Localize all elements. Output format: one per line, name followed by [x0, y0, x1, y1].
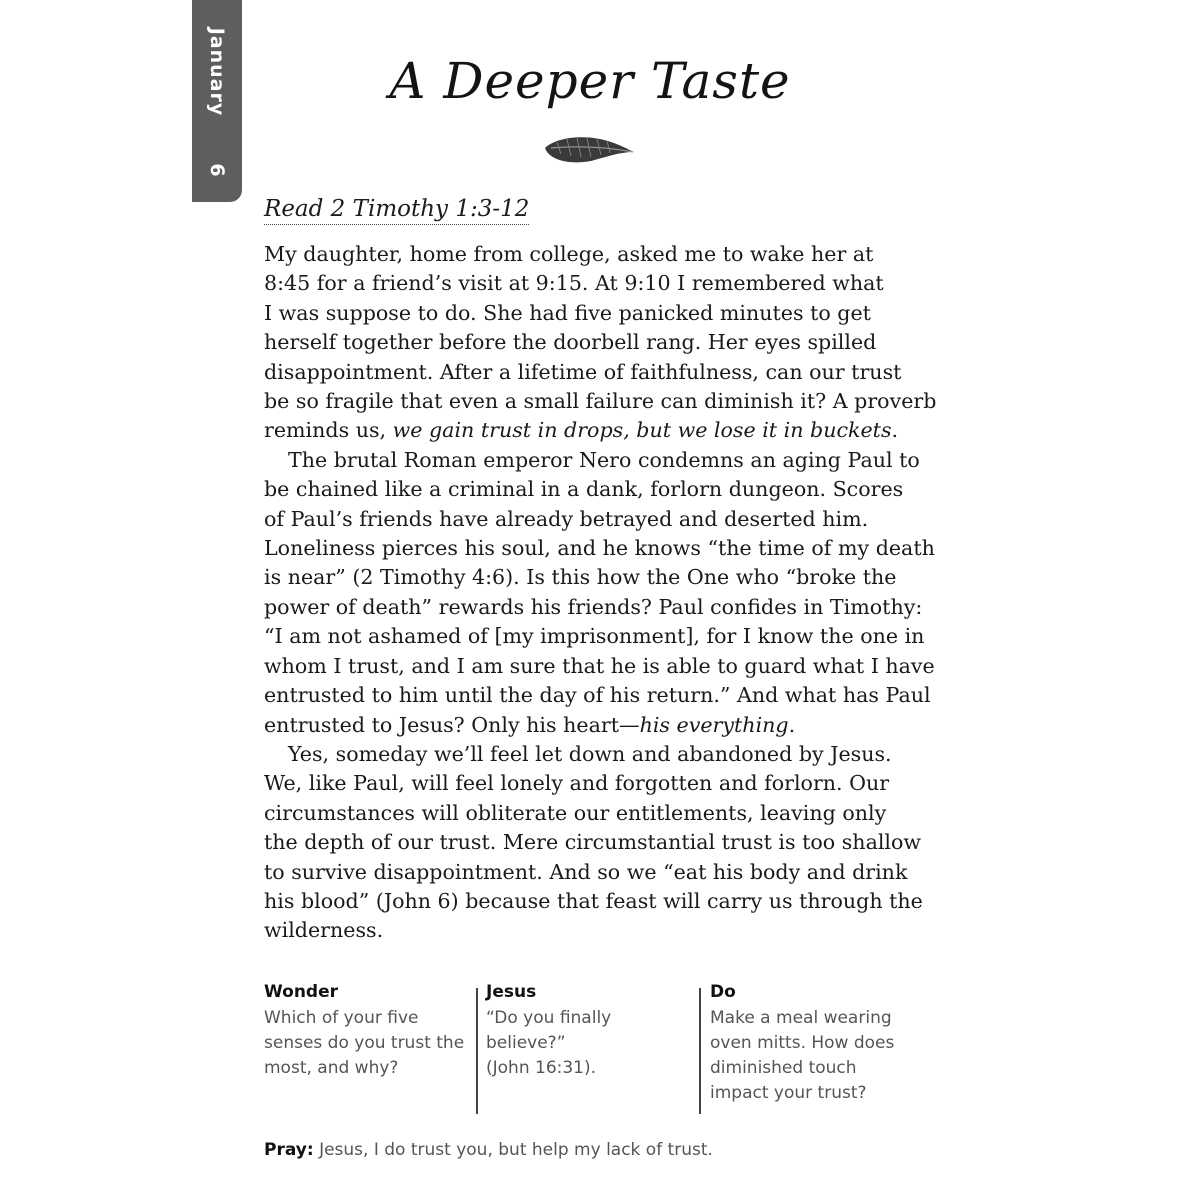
- pray-label: Pray:: [264, 1140, 314, 1160]
- emphasis-text: his everything: [639, 712, 789, 737]
- body-line: 8:45 for a friend’s visit at 9:15. At 9:10 I remembered what: [264, 271, 884, 296]
- jesus-panel: [486, 982, 686, 1114]
- month-tab: [192, 0, 242, 202]
- body-line: be chained like a criminal in a dank, forlorn dungeon. Scores: [264, 477, 904, 502]
- body-line: to survive disappointment. And so we “eat his body and drink: [264, 859, 908, 884]
- body-line: [264, 711, 904, 740]
- do-heading: Do: [710, 982, 736, 1002]
- devotional-body: [264, 240, 937, 946]
- body-line: My daughter, home from college, asked me to wake her at: [264, 242, 874, 266]
- wonder-panel: [264, 982, 470, 1114]
- body-line: The brutal Roman emperor Nero condemns an aging Paul to: [288, 447, 920, 472]
- body-line: “I am not ashamed of [my imprisonment], for I know the one in: [264, 624, 925, 649]
- panel-divider: [699, 988, 701, 1114]
- wonder-text: Which of your five senses do you trust the most, and why?: [264, 1008, 465, 1078]
- jesus-heading: Jesus: [486, 982, 537, 1002]
- body-line: [264, 416, 904, 445]
- body-line: We, like Paul, will feel lonely and forgotten and forlorn. Our: [264, 771, 890, 796]
- wonder-heading: Wonder: [264, 982, 339, 1002]
- do-panel: [710, 982, 910, 1114]
- body-line: Loneliness pierces his soul, and he knows “the time of my death: [264, 536, 935, 561]
- pray-text: Jesus, I do trust you, but help my lack of trust.: [313, 1140, 713, 1160]
- scripture-reading: Read 2 Timothy 1:3-12: [264, 196, 529, 225]
- body-text-run: .: [891, 418, 899, 443]
- body-line: be so fragile that even a small failure can diminish it? A proverb: [264, 389, 937, 414]
- body-line: power of death” rewards his friends? Paul confides in Timothy:: [264, 594, 923, 619]
- body-line: the depth of our trust. Mere circumstantial trust is too shallow: [264, 830, 922, 855]
- reflection-panels: [264, 982, 914, 1114]
- body-line: wilderness.: [264, 918, 384, 943]
- proverb-quote: we gain trust in drops, but we lose it in buckets: [392, 418, 892, 443]
- jesus-text: “Do you finally believe?” (John 16:31).: [486, 1008, 612, 1078]
- panel-divider: [476, 988, 478, 1114]
- month-label: January: [206, 27, 228, 117]
- prayer-line: [264, 1140, 713, 1160]
- body-text-run: reminds us,: [264, 418, 393, 443]
- page-title: A Deeper Taste: [389, 52, 791, 110]
- body-line: is near” (2 Timothy 4:6). Is this how the One who “broke the: [264, 565, 897, 590]
- body-line: entrusted to him until the day of his return.” And what has Paul: [264, 683, 931, 708]
- day-number: 6: [206, 163, 228, 177]
- body-text-run: entrusted to Jesus? Only his heart—: [264, 712, 640, 737]
- feather-ornament-icon: [543, 134, 635, 164]
- do-text: Make a meal wearing oven mitts. How does diminished touch impact your trust?: [710, 1008, 895, 1103]
- body-line: I was suppose to do. She had five panicked minutes to get: [264, 300, 871, 325]
- body-text-run: .: [788, 712, 796, 737]
- body-line: whom I trust, and I am sure that he is able to guard what I have: [264, 653, 935, 678]
- body-line: herself together before the doorbell rang. Her eyes spilled: [264, 330, 877, 355]
- body-line: of Paul’s friends have already betrayed and deserted him.: [264, 506, 869, 531]
- body-line: disappointment. After a lifetime of faithfulness, can our trust: [264, 359, 902, 384]
- body-line: Yes, someday we’ll feel let down and abandoned by Jesus.: [288, 741, 892, 766]
- body-line: his blood” (John 6) because that feast will carry us through the: [264, 888, 923, 913]
- body-line: circumstances will obliterate our entitlements, leaving only: [264, 800, 887, 825]
